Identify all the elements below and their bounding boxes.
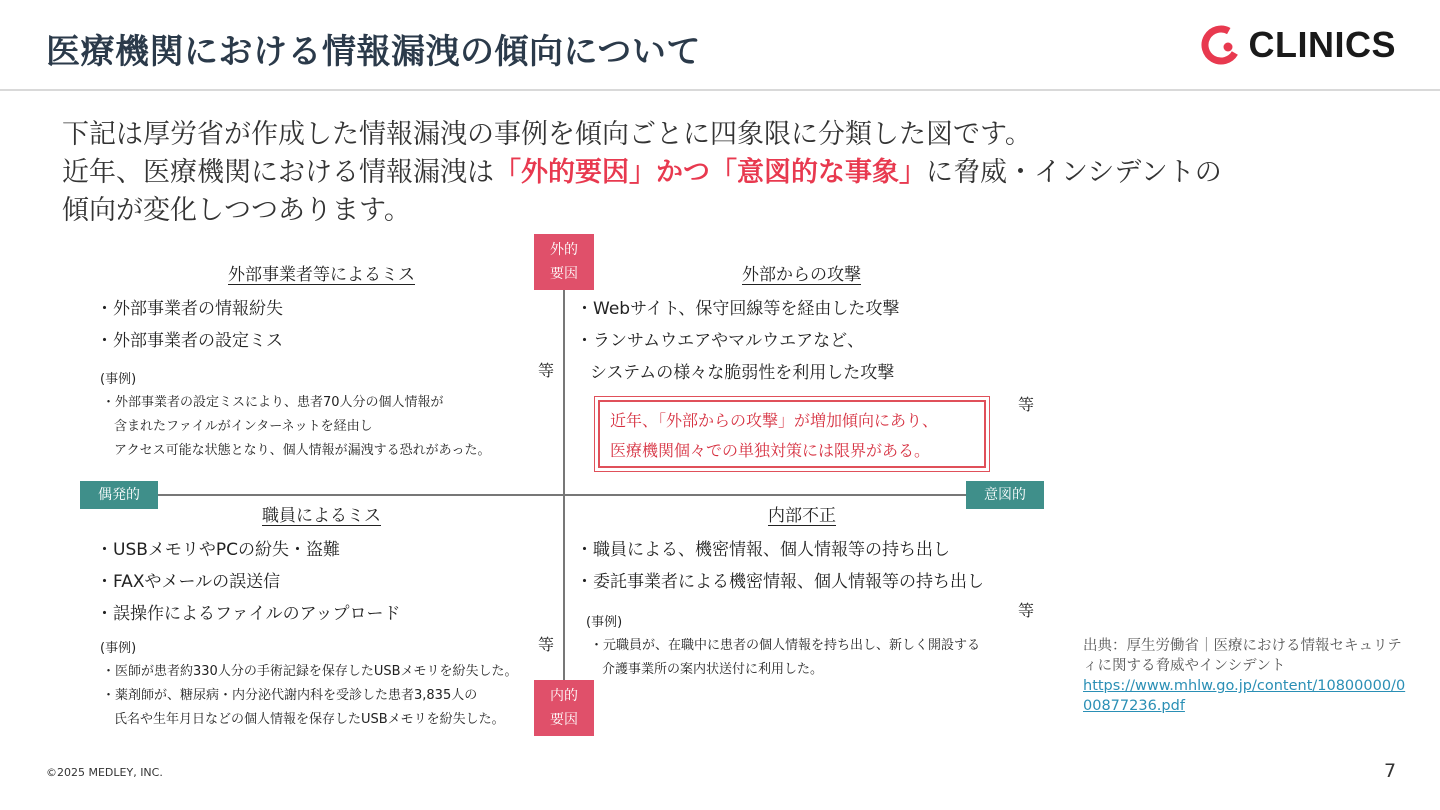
example-label: (事例) <box>100 641 137 656</box>
example-line: ・外部事業者の設定ミスにより、患者70人分の個人情報が <box>102 395 444 410</box>
quadrant-heading-internal-fraud: 内部不正 <box>768 506 836 526</box>
source-text: 出典：厚生労働省｜医療における情報セキュリティに関する脅威やインシデント <box>1083 638 1402 674</box>
callout-line-2: 医療機関個々での単独対策には限界がある。 <box>610 441 931 460</box>
quadrant-bullet: ・誤操作によるファイルのアップロード <box>96 604 401 624</box>
quadrant-bullet: ・Webサイト、保守回線等を経由した攻撃 <box>576 299 900 319</box>
header-divider <box>0 89 1440 91</box>
quadrant-etc-mark: 等 <box>538 635 555 654</box>
example-line: ・元職員が、在職中に患者の個人情報を持ち出し、新しく開設する <box>590 638 981 653</box>
quadrant-bullet: ・外部事業者の設定ミス <box>96 331 283 351</box>
example-line: 介護事業所の案内状送付に利用した。 <box>602 662 824 677</box>
example-line: ・薬剤師が、糖尿病・内分泌代謝内科を受診した患者3,835人の <box>102 688 478 703</box>
axis-label-external-line1: 外的 <box>550 242 578 258</box>
quadrant-bullet: システムの様々な脆弱性を利用した攻撃 <box>590 363 895 383</box>
example-label: (事例) <box>100 372 137 387</box>
intro-line-2-pre: 近年、医療機関における情報漏洩は <box>62 157 494 188</box>
page-title: 医療機関における情報漏洩の傾向について <box>46 32 701 72</box>
intro-text <box>62 116 1382 230</box>
callout-line-1: 近年、「外部からの攻撃」が増加傾向にあり、 <box>610 411 939 430</box>
quadrant-heading-staff-error: 職員によるミス <box>262 506 381 526</box>
horizontal-axis <box>150 494 970 496</box>
quadrant-etc-mark: 等 <box>1018 601 1035 620</box>
source-citation <box>1083 636 1413 716</box>
page-number: 7 <box>1384 760 1397 782</box>
clinics-logo-icon <box>1201 25 1241 65</box>
axis-label-external-line2: 要因 <box>550 266 578 282</box>
clinics-logo <box>1201 24 1397 66</box>
example-label: (事例) <box>586 615 623 630</box>
axis-label-internal-line1: 内的 <box>550 688 578 704</box>
quadrant-heading-external-attack: 外部からの攻撃 <box>742 265 861 285</box>
example-line: 含まれたファイルがインターネットを経由し <box>114 419 373 434</box>
highlight-callout-box <box>598 400 986 468</box>
clinics-logo-text: CLINICS <box>1248 24 1396 65</box>
quadrant-etc-mark: 等 <box>538 361 555 380</box>
source-link[interactable]: https://www.mhlw.go.jp/content/10800000/000877236.pdf <box>1083 678 1406 714</box>
quadrant-bullet: ・USBメモリやPCの紛失・盗難 <box>96 540 341 560</box>
example-line: 氏名や生年月日などの個人情報を保存したUSBメモリを紛失した。 <box>114 712 505 727</box>
quadrant-etc-mark: 等 <box>1018 395 1035 414</box>
intro-line-2-post: に脅威・インシデントの <box>926 157 1222 188</box>
intro-highlight: 「外的要因」かつ「意図的な事象」 <box>494 157 926 188</box>
example-line: アクセス可能な状態となり、個人情報が漏洩する恐れがあった。 <box>114 443 491 458</box>
quadrant-bullet: ・ランサムウエアやマルウエアなど、 <box>576 331 865 351</box>
axis-label-external <box>534 234 594 290</box>
quadrant-bullet: ・職員による、機密情報、個人情報等の持ち出し <box>576 540 950 560</box>
copyright: ©2025 MEDLEY, INC. <box>46 766 163 779</box>
axis-label-internal <box>534 680 594 736</box>
axis-label-intentional: 意図的 <box>966 481 1044 509</box>
quadrant-heading-external-vendor-error: 外部事業者等によるミス <box>228 265 415 285</box>
quadrant-bullet: ・FAXやメールの誤送信 <box>96 572 281 592</box>
axis-label-accidental: 偶発的 <box>80 481 158 509</box>
axis-label-internal-line2: 要因 <box>550 712 578 728</box>
quadrant-bullet: ・委託事業者による機密情報、個人情報等の持ち出し <box>576 572 984 592</box>
intro-line-3: 傾向が変化しつつあります。 <box>62 195 411 226</box>
quadrant-bullet: ・外部事業者の情報紛失 <box>96 299 283 319</box>
intro-line-1: 下記は厚労省が作成した情報漏洩の事例を傾向ごとに四象限に分類した図です。 <box>62 119 1032 150</box>
example-line: ・医師が患者約330人分の手術記録を保存したUSBメモリを紛失した。 <box>102 664 518 679</box>
intro-line-2 <box>62 154 1382 192</box>
vertical-axis <box>563 290 565 690</box>
